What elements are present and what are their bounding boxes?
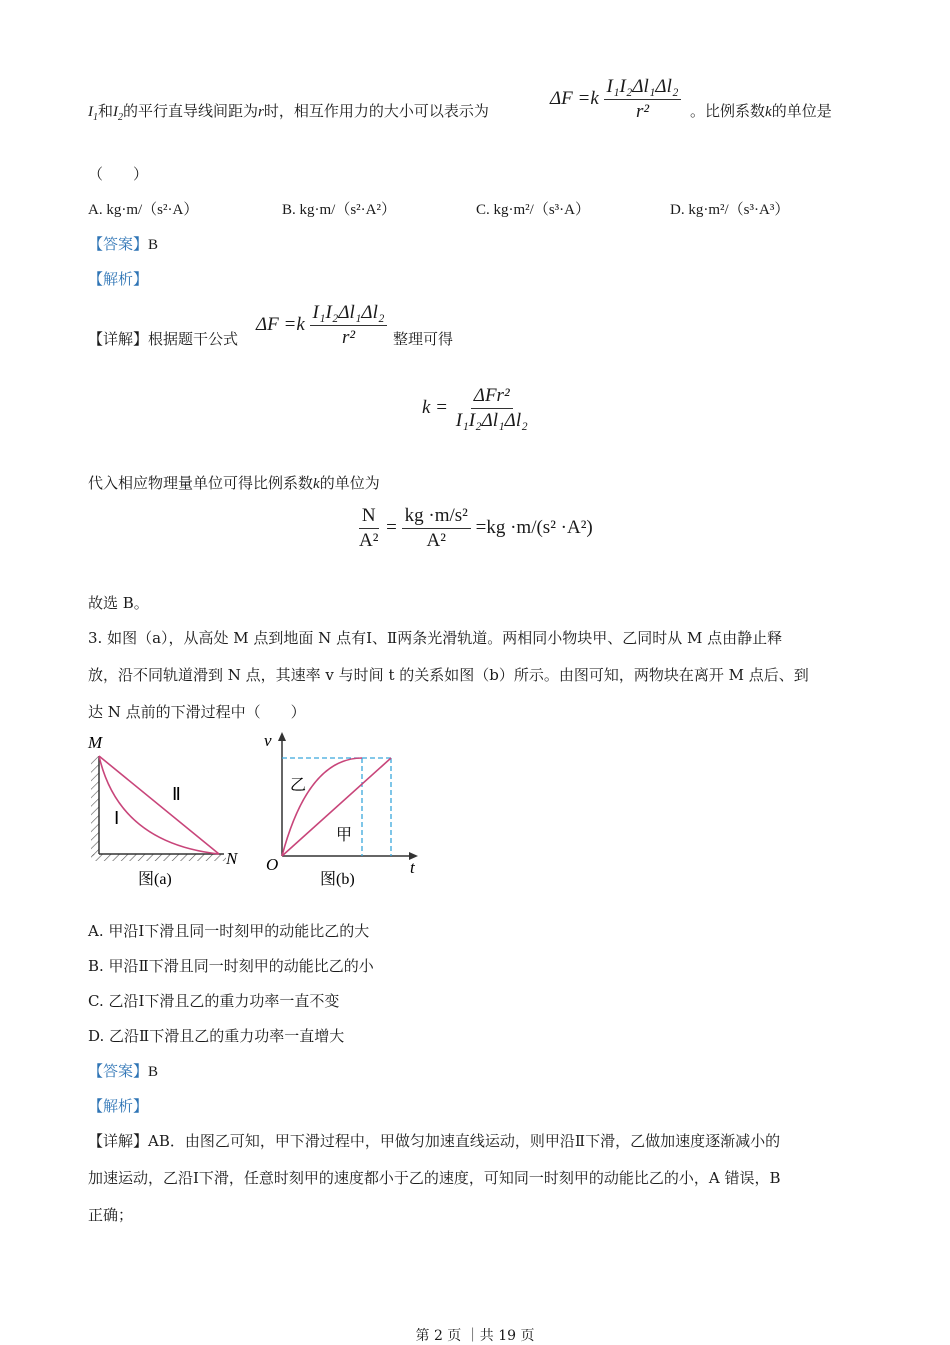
unit-fraction-1 [356,505,381,552]
formula-denominator: r² [341,327,356,348]
q2-unit-intro [88,472,380,493]
page-footer: 第 2 页 ｜共 19 页 [415,1328,535,1344]
q2-option-d[interactable]: D. kg·m²/（s³·A³） [670,202,790,218]
track-2-line [99,756,219,854]
formula-lhs: k = [422,396,449,418]
q2-bracket: （ ） [88,165,149,183]
q3-stem-line2: 放，沿不同轨道滑到 N 点，其速率 v 与时间 t 的关系如图（b）所示。由图可知，两物块在离开 M 点后、到 [88,666,809,684]
formula-lhs: ΔF =k [256,313,305,335]
formula-numerator: I₁I₂Δl₁Δl₂ [604,76,682,100]
answer-value: B [148,1064,159,1080]
detail-tag: 【详解】 [88,1132,149,1150]
stem-text: 时，相互作用力的大小可以表示为 [263,102,489,120]
var-k: k [765,104,772,120]
stem-text: 和 [98,102,114,120]
var-I2: $I_2$ [113,104,124,123]
q2-detail [88,328,238,349]
formula-denominator: I₁I₂Δl₁Δl₂ [455,410,528,431]
label-M: M [88,733,103,752]
stem-text: 的单位是 [771,102,832,120]
unit-text: 代入相应物理量单位可得比例系数 [88,474,314,492]
formula-denominator: r² [635,101,650,122]
frac-num: N [359,505,379,529]
q2-force-formula [550,76,681,123]
q3-detail-line1 [88,1130,780,1151]
stem-text: 的平行直导线间距为 [123,102,259,120]
formula-fraction [310,302,388,349]
var-r: r [258,104,264,120]
q3-option-d[interactable]: D. 乙沿Ⅱ下滑且乙的重力功率一直增大 [88,1027,345,1045]
label-track-1: Ⅰ [114,808,120,828]
axis-t-label: t [410,858,415,877]
answer-tag: 【答案】 [88,1062,149,1080]
q3-detail-line3: 正确； [88,1206,134,1224]
detail-text: 根据题干公式 [148,330,239,348]
formula-numerator: I₁I₂Δl₁Δl₂ [310,302,388,326]
q2-detail-formula [256,302,387,349]
answer-value: B [148,237,159,253]
q3-analysis-tag: 【解析】 [88,1097,149,1115]
axis-v-label: v [264,731,272,750]
formula-fraction [604,76,682,123]
q2-option-c[interactable]: C. kg·m²/（s³·A） [476,202,590,218]
origin-label: O [266,855,279,874]
q2-option-b[interactable]: B. kg·m/（s²·A²） [282,202,396,218]
answer-tag: 【答案】 [88,235,149,253]
label-jia: 甲 [336,827,353,844]
q2-unit-formula [356,505,593,552]
equals: = [386,516,397,538]
q3-stem-line3: 达 N 点前的下滑过程中（ ） [88,703,306,721]
q3-option-c[interactable]: C. 乙沿Ⅰ下滑且乙的重力功率一直不变 [88,992,340,1010]
q3-option-a[interactable]: A. 甲沿Ⅰ下滑且同一时刻甲的动能比乙的大 [88,922,370,940]
v-axis-arrow-icon [278,732,286,741]
formula-lhs: ΔF =k [550,87,599,109]
stem-text: 。比例系数 [690,102,766,120]
unit-text: 的单位为 [319,474,380,492]
q3-option-b[interactable]: B. 甲沿Ⅱ下滑且同一时刻甲的动能比乙的小 [88,957,374,975]
q2-stem-end [690,100,832,121]
q2-stem [88,100,489,123]
figure-a [84,728,254,893]
frac-den: A² [426,530,446,551]
figure-b [258,728,428,893]
q2-detail-after: 整理可得 [393,330,454,348]
q3-detail-line2: 加速运动，乙沿Ⅰ下滑，任意时刻甲的速度都小于乙的速度，可知同一时刻甲的动能比乙的小，A 错误，B [88,1169,781,1187]
caption-a: 图(a) [138,871,172,888]
q2-option-a[interactable]: A. kg·m/（s²·A） [88,202,199,218]
ground-hatch [91,854,226,861]
var-k: k [313,476,320,492]
detail-tag: 【详解】 [88,330,149,348]
unit-fraction-2 [402,505,471,552]
q2-answer [88,233,158,254]
var-I1: $I_1$ [88,104,98,123]
label-track-2: Ⅱ [172,784,181,804]
q2-analysis-tag: 【解析】 [88,270,149,288]
label-N: N [226,849,238,868]
detail-text: AB．由图乙可知，甲下滑过程中，甲做匀加速直线运动，则甲沿Ⅱ下滑，乙做加速度逐渐减小的 [148,1132,781,1150]
frac-den: A² [359,530,379,551]
unit-result: =kg ·m/(s² ·A²) [475,516,593,538]
q3-answer [88,1060,158,1081]
frac-num: kg ·m/s² [402,505,471,529]
q2-k-formula [422,385,531,432]
wall-hatch [91,756,99,856]
caption-b: 图(b) [320,871,355,888]
formula-numerator: ΔFr² [471,385,513,409]
formula-fraction [453,385,531,432]
q3-stem-line1: 3. 如图（a），从高处 M 点到地面 N 点有Ⅰ、Ⅱ两条光滑轨道。两相同小物块甲、乙同时从 M 点由静止释 [88,629,783,647]
q2-conclusion: 故选 B。 [88,594,149,612]
label-yi: 乙 [290,777,307,794]
